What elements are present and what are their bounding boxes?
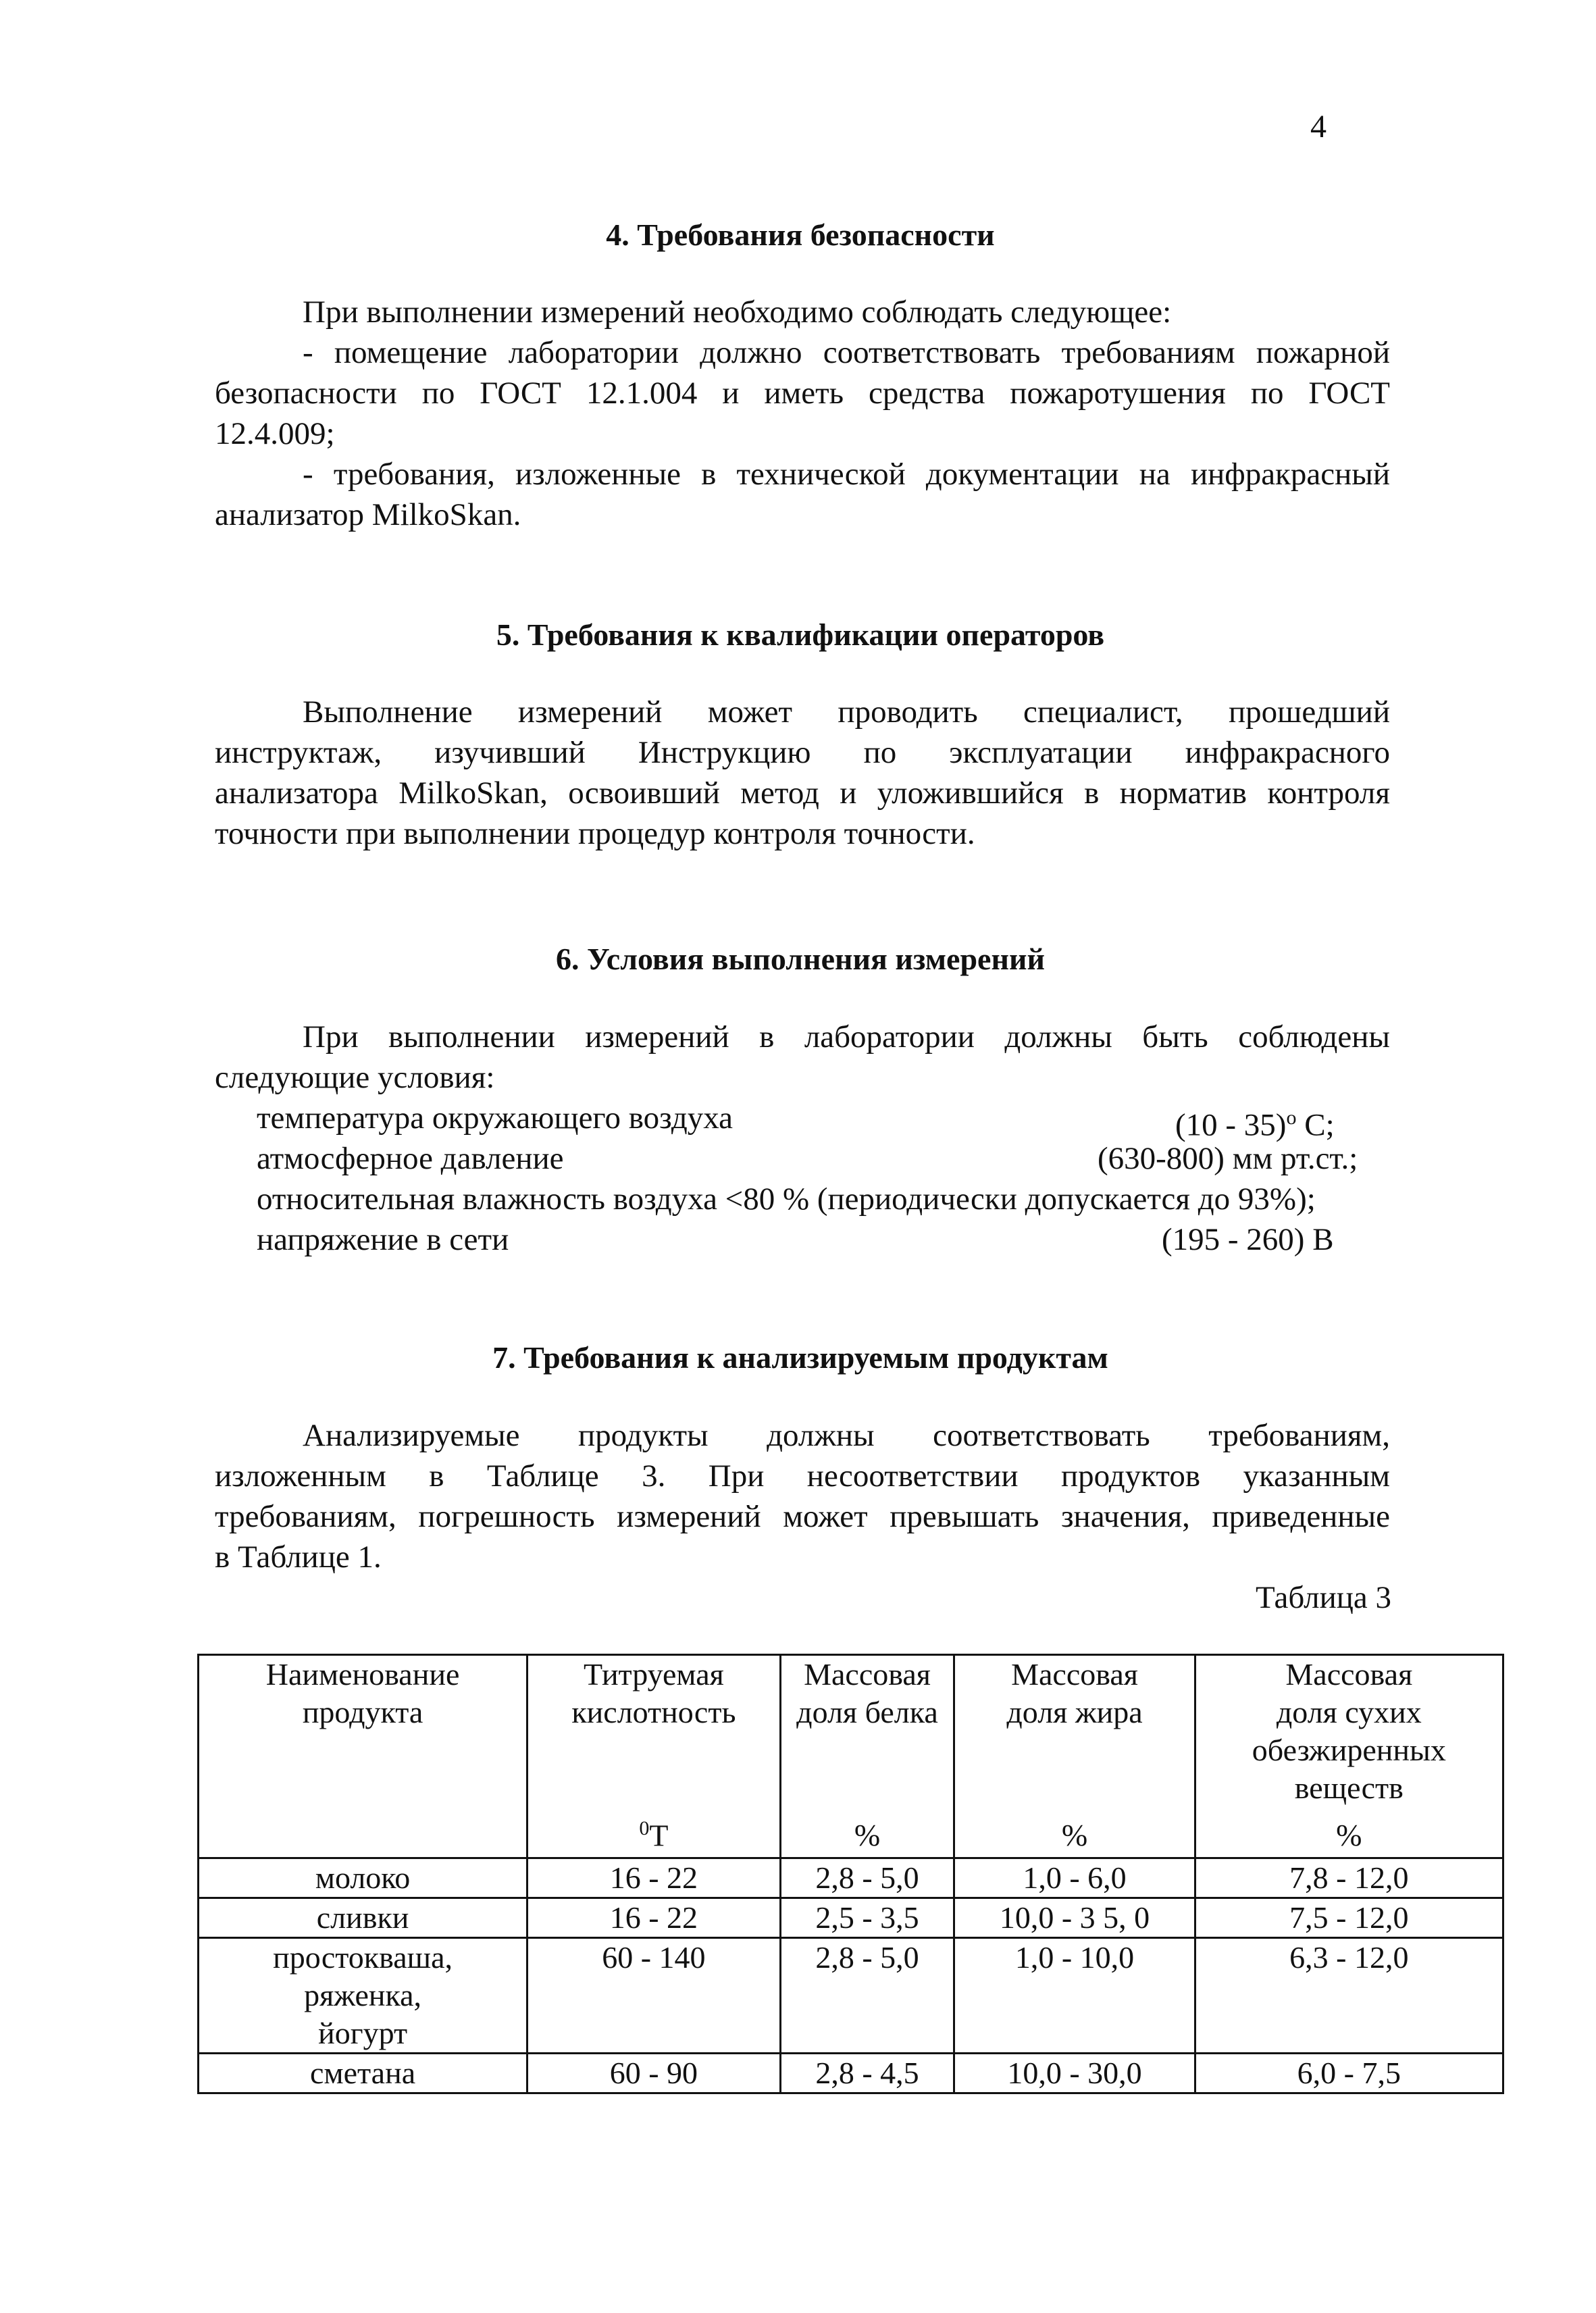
table-row	[199, 1938, 1503, 2054]
section-4-item2-line2: анализатор MilkoSkan.	[215, 497, 521, 532]
section-5-line4: точности при выполнении процедур контроля точности.	[215, 816, 975, 851]
table-row	[199, 2054, 1503, 2093]
section-6-line2: следующие условия:	[215, 1060, 495, 1095]
condition-label: относительная влажность воздуха <80 % (периодически допускается до 93%);	[257, 1181, 1316, 1217]
cell-acidity: 16 - 22	[527, 1858, 780, 1898]
condition-label: температура окружающего воздуха	[257, 1100, 733, 1136]
header-protein: Массовая доля белка %	[780, 1655, 954, 1858]
section-6-line1: При выполнении измерений в лаборатории должны быть соблюдены	[303, 1019, 1390, 1054]
cell-dry: 7,5 - 12,0	[1195, 1898, 1503, 1938]
section-4-item1-line3: 12.4.009;	[215, 416, 335, 451]
section-4-item1-line2: безопасности по ГОСТ 12.1.004 и иметь средства пожаротушения по ГОСТ	[215, 376, 1390, 411]
section-5-body	[215, 692, 1390, 854]
header-product: Наименование продукта	[199, 1655, 527, 1858]
section-7-line1: Анализируемые продукты должны соответствовать требованиям,	[303, 1418, 1390, 1453]
section-5-line2: инструктаж, изучивший Инструкцию по эксплуатации инфракрасного	[215, 735, 1390, 770]
condition-value: (10 - 35)$^o$ С;	[1175, 1107, 1335, 1143]
cell-fat: 10,0 - 3 5, 0	[954, 1898, 1195, 1938]
cell-protein: 2,5 - 3,5	[780, 1898, 954, 1938]
section-5-line1: Выполнение измерений может проводить специалист, прошедший	[303, 694, 1390, 730]
section-7-line3: требованиям, погрешность измерений может превышать значения, приведенные	[215, 1499, 1390, 1534]
condition-voltage	[257, 1219, 1351, 1260]
header-acidity: Титруемая кислотность $^0$Т	[527, 1655, 780, 1858]
section-4-item2-line1: - требования, изложенные в технической документации на инфракрасный	[303, 457, 1390, 492]
products-table	[197, 1654, 1504, 2094]
section-7-body	[215, 1415, 1390, 1577]
section-5-title: 5. Требования к квалификации операторов	[496, 617, 1105, 652]
section-4-intro: При выполнении измерений необходимо соблюдать следующее:	[303, 295, 1172, 330]
condition-label: атмосферное давление	[257, 1141, 564, 1176]
header-fat: Массовая доля жира %	[954, 1655, 1195, 1858]
header-dry-matter: Массовая доля сухих обезжиренных веществ %	[1195, 1655, 1503, 1858]
condition-temperature	[257, 1098, 1351, 1143]
cell-protein: 2,8 - 4,5	[780, 2054, 954, 2093]
cell-acidity: 60 - 90	[527, 2054, 780, 2093]
cell-acidity: 16 - 22	[527, 1898, 780, 1938]
table-header-row	[199, 1655, 1503, 1858]
cell-fat: 1,0 - 10,0	[954, 1938, 1195, 2054]
cell-product: простокваша, ряженка, йогурт	[199, 1938, 527, 2054]
section-6-body	[215, 1017, 1390, 1098]
section-6-title: 6. Условия выполнения измерений	[556, 942, 1045, 976]
cell-product: молоко	[199, 1858, 527, 1898]
cell-acidity: 60 - 140	[527, 1938, 780, 2054]
section-7-line2: изложенным в Таблице 3. При несоответствии продуктов указанным	[215, 1458, 1390, 1494]
page-number: 4	[1310, 109, 1327, 145]
cell-product: сливки	[199, 1898, 527, 1938]
section-7-title: 7. Требования к анализируемым продуктам	[492, 1340, 1108, 1375]
section-5-line3: анализатора MilkoSkan, освоивший метод и уложившийся в норматив контроля	[215, 776, 1390, 811]
cell-dry: 6,3 - 12,0	[1195, 1938, 1503, 2054]
conditions-list	[257, 1098, 1358, 1260]
condition-humidity	[257, 1179, 1351, 1219]
cell-protein: 2,8 - 5,0	[780, 1938, 954, 2054]
cell-dry: 6,0 - 7,5	[1195, 2054, 1503, 2093]
section-4-title: 4. Требования безопасности	[606, 218, 995, 252]
section-4-item1-line1: - помещение лаборатории должно соответствовать требованиям пожарной	[303, 335, 1390, 370]
table-row	[199, 1858, 1503, 1898]
condition-value: (630-800) мм рт.ст.;	[1098, 1141, 1358, 1176]
section-7-line4: в Таблице 1.	[215, 1540, 382, 1575]
condition-value: (195 - 260) В	[1162, 1222, 1334, 1257]
table-row	[199, 1898, 1503, 1938]
cell-dry: 7,8 - 12,0	[1195, 1858, 1503, 1898]
cell-fat: 1,0 - 6,0	[954, 1858, 1195, 1898]
condition-pressure	[257, 1138, 1358, 1179]
cell-protein: 2,8 - 5,0	[780, 1858, 954, 1898]
table-caption: Таблица 3	[1255, 1580, 1391, 1615]
cell-product: сметана	[199, 2054, 527, 2093]
section-4-body	[215, 292, 1390, 535]
cell-fat: 10,0 - 30,0	[954, 2054, 1195, 2093]
condition-label: напряжение в сети	[257, 1222, 509, 1257]
